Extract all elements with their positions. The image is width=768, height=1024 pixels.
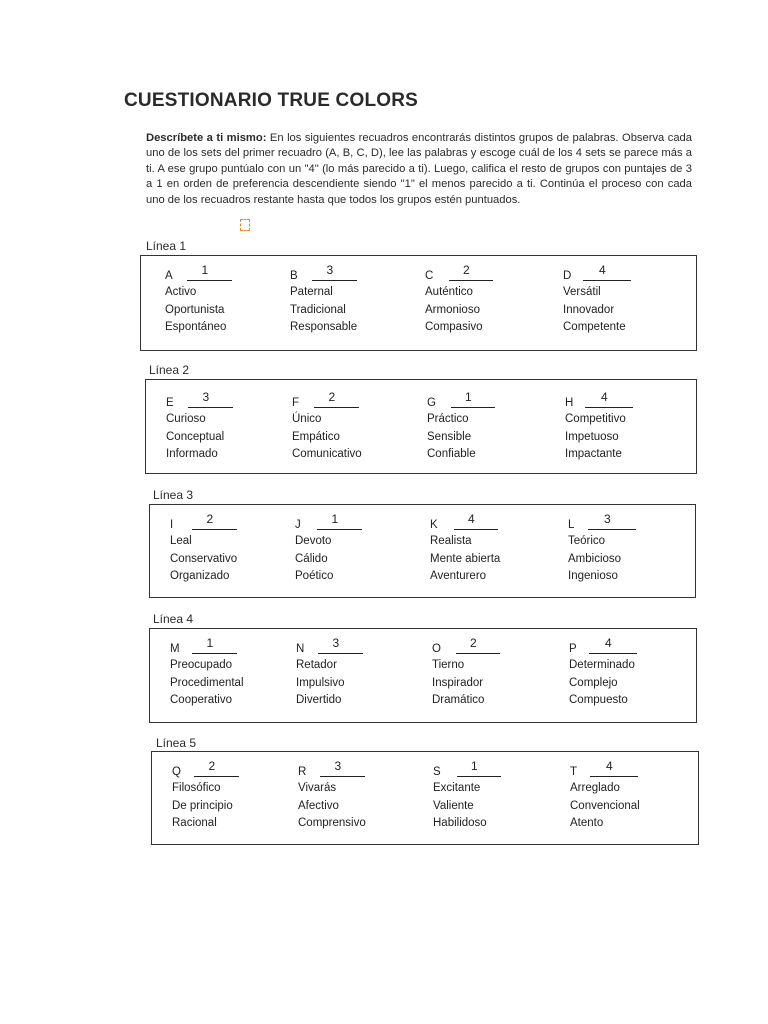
word-item: Cooperativo	[170, 694, 233, 706]
group-score: 4	[468, 512, 475, 526]
word-item: Convencional	[570, 799, 640, 812]
word-group	[427, 390, 562, 464]
word-item: Armonioso	[425, 303, 480, 316]
group-letter: R	[298, 766, 307, 778]
instructions	[146, 131, 692, 208]
word-item: Ingenioso	[568, 570, 618, 582]
word-item: Retador	[296, 659, 337, 671]
word-list	[296, 657, 431, 710]
word-item: Oportunista	[165, 303, 225, 316]
group-letter: M	[170, 643, 180, 655]
word-item: Innovador	[563, 303, 615, 316]
word-group	[166, 390, 301, 464]
score-field[interactable]	[314, 407, 359, 408]
word-group	[298, 759, 433, 833]
word-item: Práctico	[427, 413, 469, 425]
group-score: 4	[599, 263, 606, 277]
word-group	[432, 636, 567, 710]
instructions-text: En los siguientes recuadros encontrarás distintos grupos de palabras. Observa cada uno de los sets del primer recuadro (A, B, C, D), lee las palabras y escoge cuál de los 4 sets se parece más a ti. A ese grupo puntúalo con un "4" (lo más parecido a ti). Luego, califica el resto de grupos con puntajes de 3 a 1 en orden de preferencia descendiente siendo "1" el menos parecido a ti. Continúa el proceso con cada uno de los recuadros restante hasta que todos los grupos estén puntuados.	[146, 132, 692, 206]
word-item: Informado	[166, 448, 218, 460]
word-list	[170, 533, 305, 586]
word-item: Arreglado	[570, 782, 620, 794]
word-item: Filosófico	[172, 782, 221, 794]
word-list	[166, 411, 301, 464]
group-letter: F	[292, 397, 300, 409]
group-header	[292, 390, 427, 411]
word-list	[430, 533, 565, 586]
group-header	[432, 636, 567, 657]
word-list	[172, 780, 307, 833]
group-letter: E	[166, 397, 174, 409]
group-score: 2	[206, 512, 214, 526]
word-item: Sensible	[427, 430, 472, 443]
word-item: Auténtico	[425, 286, 473, 298]
group-header	[430, 512, 565, 533]
group-header	[433, 759, 568, 780]
score-field[interactable]	[590, 776, 638, 777]
group-header	[295, 512, 430, 533]
word-item: Activo	[165, 286, 197, 298]
word-item: Aventurero	[430, 570, 487, 582]
word-list	[433, 780, 568, 833]
word-item: Divertido	[296, 694, 342, 706]
word-list	[565, 411, 700, 464]
score-field[interactable]	[187, 280, 232, 281]
score-field[interactable]	[457, 776, 501, 777]
score-field[interactable]	[192, 653, 237, 654]
group-header	[165, 263, 300, 284]
group-letter: D	[563, 270, 572, 282]
word-list	[432, 657, 567, 710]
group-score: 3	[334, 759, 342, 773]
word-item: Ambicioso	[568, 552, 622, 565]
score-field[interactable]	[194, 776, 239, 777]
word-group	[295, 512, 430, 586]
score-field[interactable]	[318, 653, 363, 654]
word-item: Impetuoso	[565, 430, 619, 443]
word-group	[433, 759, 568, 833]
word-item: Inspirador	[432, 676, 484, 689]
group-letter: B	[290, 270, 298, 282]
score-field[interactable]	[589, 653, 637, 654]
score-field[interactable]	[192, 529, 237, 530]
word-list	[290, 284, 425, 337]
word-list	[295, 533, 430, 586]
group-letter: Q	[172, 766, 181, 778]
group-letter: O	[432, 643, 441, 655]
word-group	[563, 263, 698, 337]
word-list	[165, 284, 300, 337]
word-item: Responsable	[290, 321, 358, 333]
word-item: Compuesto	[569, 694, 628, 706]
group-score: 4	[605, 636, 612, 650]
group-score: 1	[331, 512, 339, 526]
word-group	[172, 759, 307, 833]
word-item: Determinado	[569, 659, 635, 671]
word-list	[563, 284, 698, 337]
word-item: Empático	[292, 430, 340, 443]
group-score: 1	[471, 759, 478, 773]
score-field[interactable]	[585, 407, 633, 408]
word-item: Vivarás	[298, 782, 337, 794]
score-field[interactable]	[449, 280, 493, 281]
score-field[interactable]	[188, 407, 233, 408]
line-label: Línea 4	[153, 612, 194, 626]
word-list	[298, 780, 433, 833]
group-letter: A	[165, 270, 173, 282]
word-item: Racional	[172, 817, 217, 829]
line-label: Línea 1	[146, 239, 187, 253]
word-item: Compasivo	[425, 321, 483, 333]
word-group	[569, 636, 704, 710]
group-header	[568, 512, 703, 533]
group-header	[298, 759, 433, 780]
group-header	[172, 759, 307, 780]
word-item: Espontáneo	[165, 321, 227, 333]
word-group	[170, 636, 305, 710]
word-item: Valiente	[433, 799, 474, 812]
group-score: 2	[463, 263, 470, 277]
group-letter: T	[570, 766, 578, 778]
word-item: Competente	[563, 321, 626, 333]
word-item: Procedimental	[170, 676, 244, 689]
word-group	[430, 512, 565, 586]
word-item: Paternal	[290, 286, 333, 298]
word-item: Curioso	[166, 413, 206, 425]
word-item: Conservativo	[170, 552, 238, 565]
group-score: 2	[328, 390, 336, 404]
word-group	[292, 390, 427, 464]
line-label: Línea 2	[149, 363, 190, 377]
group-score: 3	[332, 636, 340, 650]
group-header	[170, 636, 305, 657]
group-header	[170, 512, 305, 533]
group-score: 2	[470, 636, 477, 650]
group-letter: J	[295, 519, 301, 531]
group-letter: K	[430, 519, 438, 531]
group-letter: I	[170, 519, 174, 531]
word-item: Dramático	[432, 694, 485, 706]
word-list	[568, 533, 703, 586]
line-label: Línea 5	[156, 736, 197, 750]
group-letter: C	[425, 270, 434, 282]
word-item: Impulsivo	[296, 676, 345, 689]
word-item: Mente abierta	[430, 552, 501, 565]
word-item: Tierno	[432, 659, 465, 671]
score-field[interactable]	[454, 529, 498, 530]
instructions-lead: Descríbete a ti mismo:	[146, 132, 267, 144]
group-header	[425, 263, 560, 284]
word-item: Complejo	[569, 676, 618, 689]
group-letter: L	[568, 519, 575, 531]
word-list	[569, 657, 704, 710]
group-header	[290, 263, 425, 284]
group-score: 3	[202, 390, 210, 404]
word-group	[170, 512, 305, 586]
group-header	[563, 263, 698, 284]
word-item: Leal	[170, 535, 192, 547]
word-item: Conceptual	[166, 430, 225, 443]
word-group	[165, 263, 300, 337]
group-score: 3	[326, 263, 334, 277]
word-item: Habilidoso	[433, 817, 487, 829]
word-item: Cálido	[295, 552, 328, 565]
word-list	[570, 780, 705, 833]
word-item: Confiable	[427, 448, 476, 460]
page-title: CUESTIONARIO TRUE COLORS	[124, 90, 419, 111]
word-item: Comprensivo	[298, 817, 366, 829]
word-group	[290, 263, 425, 337]
word-item: Teórico	[568, 535, 606, 547]
word-item: Impactante	[565, 448, 622, 460]
word-item: Realista	[430, 535, 472, 547]
group-score: 4	[606, 759, 613, 773]
word-group	[570, 759, 705, 833]
score-field[interactable]	[451, 407, 495, 408]
group-score: 1	[206, 636, 214, 650]
group-score: 2	[208, 759, 216, 773]
group-letter: S	[433, 766, 441, 778]
group-letter: H	[565, 397, 574, 409]
group-header	[166, 390, 301, 411]
group-header	[427, 390, 562, 411]
word-list	[427, 411, 562, 464]
group-header	[569, 636, 704, 657]
word-item: Preocupado	[170, 659, 233, 671]
word-item: Atento	[570, 817, 604, 829]
score-field[interactable]	[317, 529, 362, 530]
group-score: 1	[465, 390, 472, 404]
group-letter: P	[569, 643, 577, 655]
word-item: Afectivo	[298, 799, 339, 812]
text-cursor-marker	[240, 219, 250, 231]
word-item: Poético	[295, 570, 334, 582]
word-list	[425, 284, 560, 337]
word-group	[565, 390, 700, 464]
word-item: Único	[292, 413, 322, 425]
word-group	[296, 636, 431, 710]
word-item: Competitivo	[565, 413, 626, 425]
word-list	[170, 657, 305, 710]
group-header	[296, 636, 431, 657]
score-field[interactable]	[312, 280, 357, 281]
word-item: Comunicativo	[292, 448, 362, 460]
group-score: 1	[201, 263, 209, 277]
score-field[interactable]	[583, 280, 631, 281]
group-letter: G	[427, 397, 436, 409]
score-field[interactable]	[456, 653, 500, 654]
word-item: Versátil	[563, 286, 601, 298]
score-field[interactable]	[320, 776, 365, 777]
group-letter: N	[296, 643, 305, 655]
word-item: Organizado	[170, 570, 230, 582]
word-list	[292, 411, 427, 464]
group-score: 3	[604, 512, 611, 526]
word-group	[568, 512, 703, 586]
group-score: 4	[601, 390, 608, 404]
line-label: Línea 3	[153, 488, 194, 502]
word-item: De principio	[172, 799, 233, 812]
score-field[interactable]	[588, 529, 636, 530]
word-item: Excitante	[433, 782, 481, 794]
group-header	[570, 759, 705, 780]
group-header	[565, 390, 700, 411]
word-item: Devoto	[295, 535, 332, 547]
word-group	[425, 263, 560, 337]
word-item: Tradicional	[290, 303, 346, 316]
